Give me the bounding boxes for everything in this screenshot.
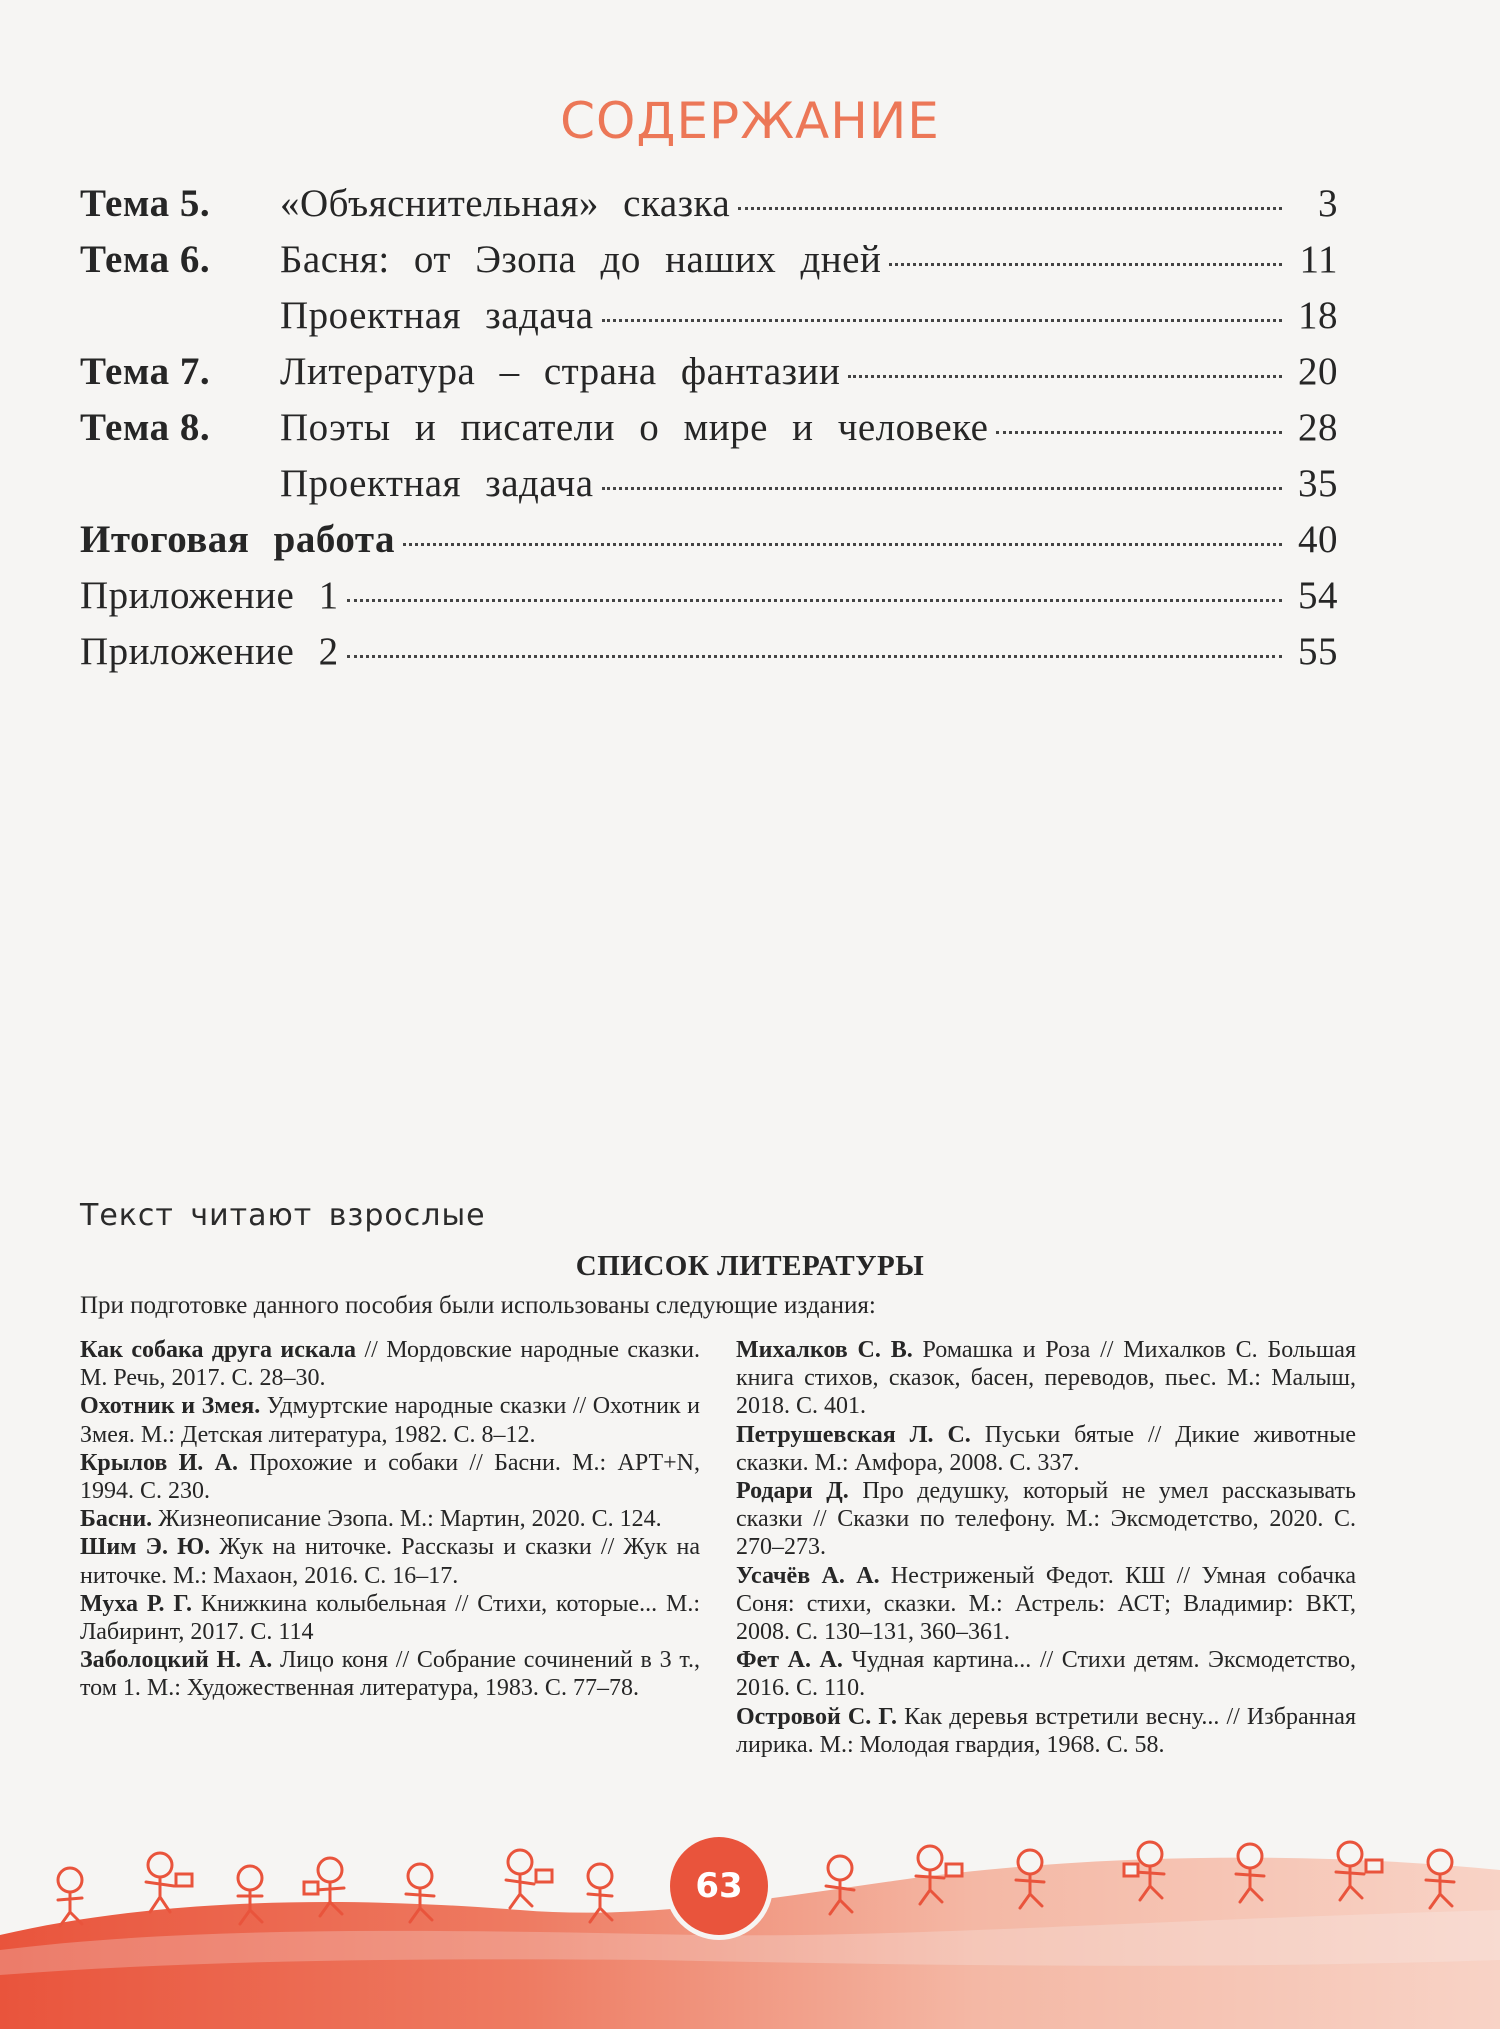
bibliography-title: СПИСОК ЛИТЕРАТУРЫ	[575, 1250, 925, 1282]
bibliography-entry-author: Родари Д.	[736, 1478, 849, 1505]
bibliography-entry-details: Нестриженый Федот. КШ // Умная собачка Соня: стихи, сказки. М.: Астрель: АСТ; Владимир: ВКТ, 2008. С. 130–131, 360–361.	[736, 1562, 1356, 1646]
bibliography-entry-details: Прохожие и собаки // Басни. М.: АРТ+N, 1994. С. 230.	[80, 1449, 700, 1505]
toc-dot-leader	[738, 207, 1282, 210]
bibliography-entry-details: Удмуртские народные сказки // Охотник и Змея. М.: Детская литература, 1982. С. 8–12.	[80, 1393, 700, 1448]
bibliography-entry-details: Книжкина колыбельная // Стихи, которые... М.: Лабиринт, 2017. С. 114	[80, 1590, 700, 1646]
bibliography-entry-details: Лицо коня // Собрание сочинений в 3 т., том 1. М.: Художественная литература, 1983. С. 77–78.	[80, 1647, 701, 1702]
toc-dot-leader	[602, 487, 1282, 490]
bibliography-entry-author: Охотник и Змея.	[80, 1393, 261, 1420]
toc-entry-page: 3	[1318, 182, 1338, 225]
kid-figure-icon	[506, 1850, 552, 1908]
toc-entry-page: 11	[1299, 238, 1338, 281]
bibliography-entry-author: Заболоцкий Н. А.	[80, 1647, 273, 1674]
toc-entry-title: Проектная задача	[280, 462, 594, 505]
bibliography-entry	[80, 1533, 700, 1589]
toc-dot-leader	[347, 599, 1282, 602]
toc-entry-title: Приложение 1	[80, 574, 339, 617]
bibliography-entry	[80, 1392, 700, 1448]
toc-entry-page: 18	[1298, 294, 1338, 337]
bibliography-entry-details: Жук на ниточке. Рассказы и сказки // Жук на ниточке. М.: Махаон, 2016. С. 16–17.	[80, 1534, 701, 1589]
bibliography-entry	[80, 1505, 700, 1533]
bibliography-entry-author: Басни.	[80, 1506, 153, 1533]
bibliography-entry-details: // Мордовские народные сказки. М. Речь, 2017. С. 28–30.	[80, 1337, 700, 1392]
bibliography-entry-author: Крылов И. А.	[80, 1449, 238, 1476]
bibliography-entry-author: Шим Э. Ю.	[80, 1534, 211, 1561]
toc-title: СОДЕРЖАНИЕ	[560, 92, 940, 150]
bibliography-right-column	[736, 1336, 1356, 1759]
toc-entry-title: Литература – страна фантазии	[280, 350, 841, 393]
bibliography-entry	[80, 1336, 700, 1392]
bibliography-entry-author: Как собака друга искала	[80, 1337, 357, 1363]
kid-figure-icon	[58, 1868, 82, 1926]
page-number: 63	[695, 1866, 743, 1906]
bibliography-entry-author: Муха Р. Г.	[80, 1590, 192, 1617]
bibliography-entry-author: Фет А. А.	[736, 1647, 843, 1674]
bibliography-entry	[80, 1449, 700, 1505]
bibliography-entry-author: Петрушевская Л. С.	[736, 1421, 971, 1448]
toc-entry-title: Басня: от Эзопа до наших дней	[280, 238, 882, 281]
adult-reading-note: Текст читают взрослые	[80, 1198, 486, 1233]
toc-entry	[80, 181, 1338, 237]
toc-dot-leader	[848, 375, 1282, 378]
toc-entry-title: Приложение 2	[80, 630, 339, 673]
toc-list	[80, 181, 1338, 685]
bibliography-entry-author: Островой С. Г.	[736, 1703, 897, 1730]
toc-entry-page: 35	[1298, 462, 1338, 505]
toc-entry	[80, 517, 1338, 573]
bibliography-entry	[736, 1646, 1356, 1702]
kid-figure-icon	[146, 1853, 192, 1912]
toc-entry	[80, 293, 1338, 349]
toc-dot-leader	[403, 543, 1282, 546]
bibliography-entry-author: Михалков С. В.	[736, 1337, 913, 1363]
toc-dot-leader	[602, 319, 1282, 322]
toc-entry	[80, 461, 1338, 517]
bibliography-entry	[736, 1562, 1356, 1647]
bibliography-entry-details: Жизнеописание Эзопа. М.: Мартин, 2020. С. 124.	[152, 1506, 662, 1533]
toc-entry-label: Тема 5.	[80, 182, 211, 225]
bibliography-entry-details: Пуськи бятые // Дикие животные сказки. М.: Амфора, 2008. С. 337.	[736, 1421, 1356, 1476]
toc-entry	[80, 349, 1338, 405]
bibliography-entry-details: Как деревья встретили весну... // Избранная лирика. М.: Молодая гвардия, 1968. С. 58.	[736, 1703, 1356, 1758]
bibliography-entry	[736, 1477, 1356, 1562]
toc-entry	[80, 573, 1338, 629]
page-number-badge	[670, 1837, 768, 1935]
bibliography-entry-details: Про дедушку, который не умел рассказывать сказки // Сказки по телефону. М.: Эксмодетство, 2020. С. 270–273.	[736, 1478, 1356, 1561]
bibliography-intro: При подготовке данного пособия были использованы следующие издания:	[80, 1292, 876, 1319]
toc-entry-page: 55	[1298, 630, 1338, 673]
bibliography-entry	[80, 1590, 700, 1646]
bibliography-entry	[80, 1646, 700, 1702]
toc-entry-label: Тема 8.	[80, 406, 211, 449]
bibliography-entry-details: Чудная картина... // Стихи детям. Эксмодетство, 2016. С. 110.	[736, 1647, 1357, 1702]
toc-entry-title: Поэты и писатели о мире и человеке	[280, 406, 989, 449]
toc-entry	[80, 405, 1338, 461]
toc-entry-label: Тема 7.	[80, 350, 211, 393]
toc-dot-leader	[996, 431, 1282, 434]
toc-entry	[80, 237, 1338, 293]
toc-entry-title: Итоговая работа	[80, 518, 395, 561]
toc-entry-page: 40	[1298, 518, 1338, 561]
toc-entry-page: 54	[1298, 574, 1338, 617]
toc-entry	[80, 629, 1338, 685]
bibliography-left-column	[80, 1336, 700, 1703]
toc-entry-title: «Объяснительная» сказка	[280, 182, 731, 225]
bibliography-entry-details: Ромашка и Роза // Михалков С. Большая книга стихов, сказок, басен, переводов, пьес. М.: Малыш, 2018. С. 401.	[736, 1337, 1356, 1420]
bibliography-entry	[736, 1703, 1356, 1759]
bibliography-entry	[736, 1421, 1356, 1477]
toc-entry-page: 20	[1298, 350, 1338, 393]
toc-entry-title: Проектная задача	[280, 294, 594, 337]
toc-dot-leader	[889, 263, 1282, 266]
toc-dot-leader	[347, 655, 1282, 658]
bibliography-entry-author: Усачёв А. А.	[736, 1562, 880, 1589]
toc-entry-page: 28	[1298, 406, 1338, 449]
toc-entry-label: Тема 6.	[80, 238, 211, 281]
bibliography-entry	[736, 1336, 1356, 1421]
